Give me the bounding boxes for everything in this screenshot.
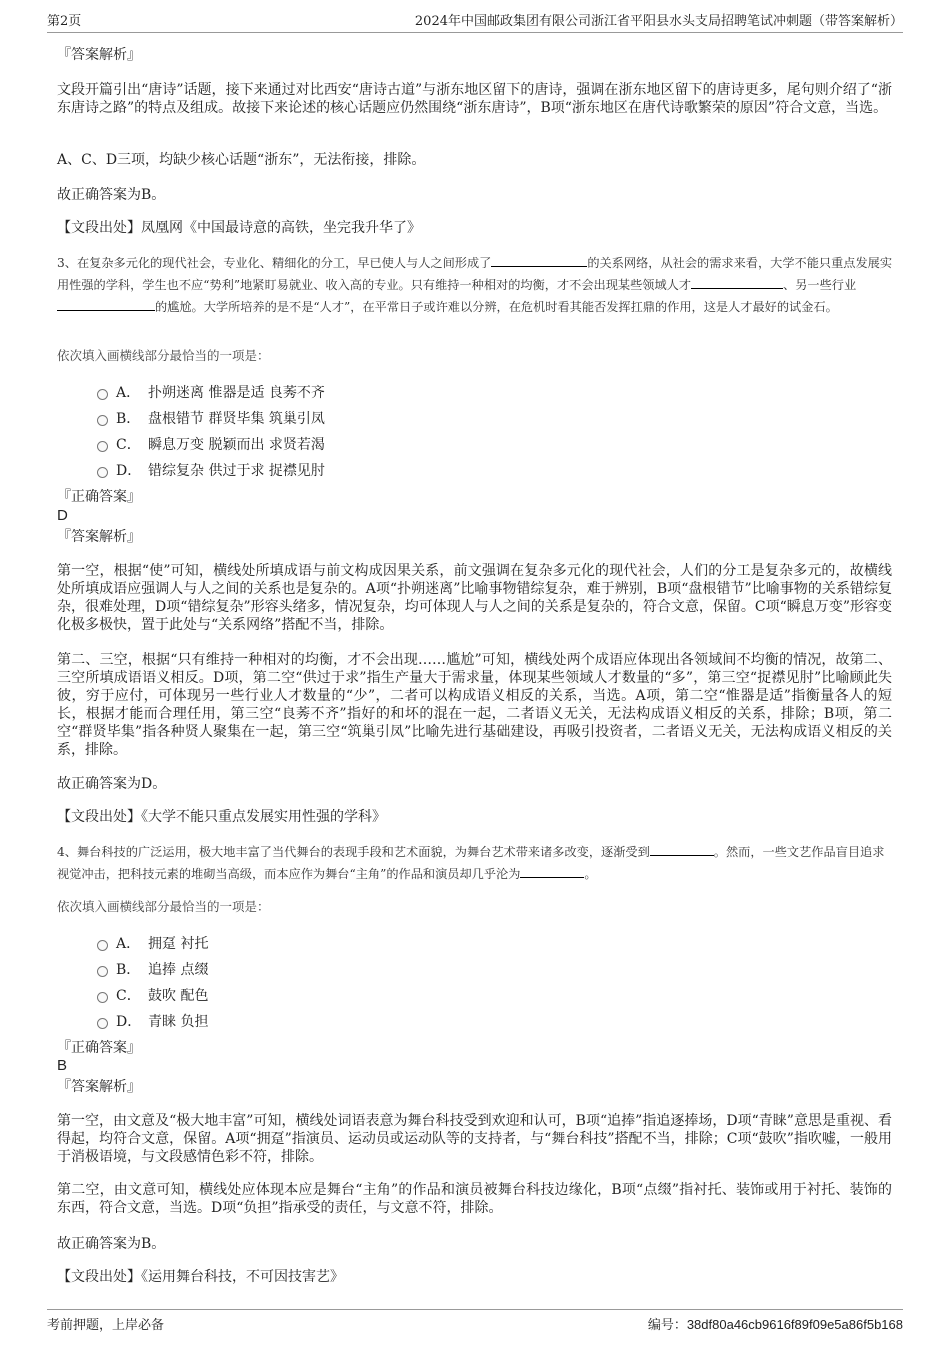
analysis-paragraph: 文段开篇引出“唐诗”话题，接下来通过对比西安“唐诗古道”与浙东地区留下的唐诗，强调在浙东地区留下的唐诗更多，尾句则介绍了“浙东唐诗之路”的特点及组成。故接下来论述的核心话题应仍然围绕“浙东唐诗”，B项“浙东地区在唐代诗歌繁荣的原因”符合文意，当选。 bbox=[57, 82, 892, 116]
fill-blank bbox=[691, 276, 783, 289]
analysis-label: 『答案解析』 bbox=[57, 529, 141, 545]
source-line bbox=[57, 808, 892, 826]
radio-icon[interactable] bbox=[97, 415, 108, 426]
source-tag: 【文段出处】 bbox=[57, 220, 141, 236]
choose-prompt: 依次填入画横线部分最恰当的一项是： bbox=[57, 899, 270, 914]
radio-icon[interactable] bbox=[97, 467, 108, 478]
radio-icon[interactable] bbox=[97, 966, 108, 977]
radio-icon[interactable] bbox=[97, 389, 108, 400]
option-b[interactable]: B． 盘根错节 群贤毕集 筑巢引凤 bbox=[97, 408, 325, 428]
fill-blank bbox=[57, 298, 155, 311]
page-number: 第2页 bbox=[47, 14, 82, 29]
radio-icon[interactable] bbox=[97, 940, 108, 951]
question-4-stem: 4、舞台科技的广泛运用，极大地丰富了当代舞台的表现手段和艺术面貌，为舞台艺术带来诸多改变，逐渐受到 。然而，一些文艺作品盲目追求视觉冲击，把科技元素的堆砌当高级，而本应作为舞台“主角”的作品和演员却几乎沦为 。 bbox=[57, 845, 885, 881]
correct-answer-label: 『正确答案』 bbox=[57, 489, 141, 505]
option-c[interactable]: C． 鼓吹 配色 bbox=[97, 985, 208, 1005]
document-title: 2024年中国邮政集团有限公司浙江省平阳县水头支局招聘笔试冲刺题（带答案解析） bbox=[414, 14, 903, 29]
source-text: 凤凰网《中国最诗意的高铁，坐完我升华了》 bbox=[141, 220, 421, 236]
footer-slogan: 考前押题，上岸必备 bbox=[47, 1318, 165, 1333]
source-tag: 【文段出处】 bbox=[57, 809, 141, 825]
radio-icon[interactable] bbox=[97, 992, 108, 1003]
answer-conclusion: 故正确答案为D。 bbox=[57, 776, 167, 792]
document-code: 编号：38df80a46cb9616f89f09e5a86f5b168 bbox=[647, 1317, 903, 1333]
radio-icon[interactable] bbox=[97, 1018, 108, 1029]
source-text: 《大学不能只重点发展实用性强的学科》 bbox=[141, 809, 386, 825]
source-tag: 【文段出处】 bbox=[57, 1269, 141, 1285]
choose-prompt: 依次填入画横线部分最恰当的一项是： bbox=[57, 348, 270, 363]
source-line bbox=[57, 1268, 892, 1286]
analysis-paragraph: 第二、三空，根据“只有维持一种相对的均衡，才不会出现……尴尬”可知，横线处两个成语应体现出各领域间不均衡的情况，故第二、三空所填成语语义相反。D项，第二空“供过于求”指生产量大于需求量，体现某些领域人才数量的“多”，第三空“捉襟见肘”比喻顾此失彼，穷于应付，可体现另一些行业人才数量的“少”，二者可以构成语义相反的关系，当选。A项，第二空“惟器是适”指衡量各人的短长，根据才能而合理任用，第三空“良莠不齐”指好的和坏的混在一起，二者语义无关，无法构成语义相反的关系，排除；B项，第二空“群贤毕集”指各种贤人聚集在一起，第三空“筑巢引凤”比喻先进行基础建设，再吸引投资者，二者语义无关，无法构成语义相反的关系，排除。 bbox=[57, 652, 892, 758]
analysis-label: 『答案解析』 bbox=[57, 1079, 141, 1095]
analysis-paragraph: 第一空，根据“使”可知，横线处所填成语与前文构成因果关系，前文强调在复杂多元化的现代社会，人们的分工是复杂多元的，故横线处所填成语应强调人与人之间的关系也是复杂的。A项“扑朔迷离”比喻事物错综复杂，难于辨别，B项“盘根错节”比喻事物的关系错综复杂，很难处理，D项“错综复杂”形容头绪多，情况复杂，均可体现人与人之间的关系是复杂的，符合文意，保留。C项“瞬息万变”形容变化极多极快，置于此处与“关系网络”搭配不当，排除。 bbox=[57, 563, 892, 633]
option-d[interactable]: D． 青睐 负担 bbox=[97, 1011, 208, 1031]
answer-conclusion: 故正确答案为B。 bbox=[57, 187, 166, 203]
option-b[interactable]: B． 追捧 点缀 bbox=[97, 959, 208, 979]
fill-blank bbox=[520, 865, 584, 878]
page-footer bbox=[47, 1309, 903, 1333]
correct-answer-label: 『正确答案』 bbox=[57, 1040, 141, 1056]
option-a[interactable]: A． 拥趸 衬托 bbox=[97, 933, 208, 953]
source-line bbox=[57, 219, 892, 237]
page-header bbox=[47, 10, 903, 33]
option-c[interactable]: C． 瞬息万变 脱颖而出 求贤若渴 bbox=[97, 434, 325, 454]
analysis-label: 『答案解析』 bbox=[57, 47, 141, 63]
source-text: 《运用舞台科技，不可因技害艺》 bbox=[141, 1269, 344, 1285]
radio-icon[interactable] bbox=[97, 441, 108, 452]
question-3-stem: 3、在复杂多元化的现代社会，专业化、精细化的分工，早已使人与人之间形成了 的关系网络，从社会的需求来看，大学不能只重点发展实用性强的学科，学生也不应“势利”地紧盯易就业、收入高的专业。只有维持一种相对的均衡，才不会出现某些领域人才 、另一些行业的尴尬。大学所培养的是不是“人才”，在平常日子或许难以分辨，在危机时看其能否发挥扛鼎的作用，这是人才最好的试金石。 bbox=[57, 256, 893, 314]
correct-answer-value: B bbox=[57, 1057, 68, 1074]
fill-blank bbox=[650, 843, 714, 856]
option-d[interactable]: D． 错综复杂 供过于求 捉襟见肘 bbox=[97, 460, 325, 480]
fill-blank bbox=[491, 254, 587, 267]
correct-answer-value: D bbox=[57, 507, 68, 524]
option-a[interactable]: A． 扑朔迷离 惟器是适 良莠不齐 bbox=[97, 382, 325, 402]
answer-conclusion: 故正确答案为B。 bbox=[57, 1236, 166, 1252]
analysis-paragraph: A、C、D三项，均缺少核心话题“浙东”，无法衔接，排除。 bbox=[57, 152, 426, 168]
analysis-paragraph: 第一空，由文意及“极大地丰富”可知，横线处词语表意为舞台科技受到欢迎和认可，B项“追捧”指追逐捧场，D项“青睐”意思是重视、看得起，均符合文意，保留。A项“拥趸”指演员、运动员或运动队等的支持者，与“舞台科技”搭配不当，排除；C项“鼓吹”指吹嘘，一般用于消极语境，与文段感情色彩不符，排除。 bbox=[57, 1113, 892, 1165]
analysis-paragraph: 第二空，由文意可知，横线处应体现本应是舞台“主角”的作品和演员被舞台科技边缘化，B项“点缀”指衬托、装饰或用于衬托、装饰的东西，符合文意，当选。D项“负担”指承受的责任，与文意不符，排除。 bbox=[57, 1182, 892, 1216]
